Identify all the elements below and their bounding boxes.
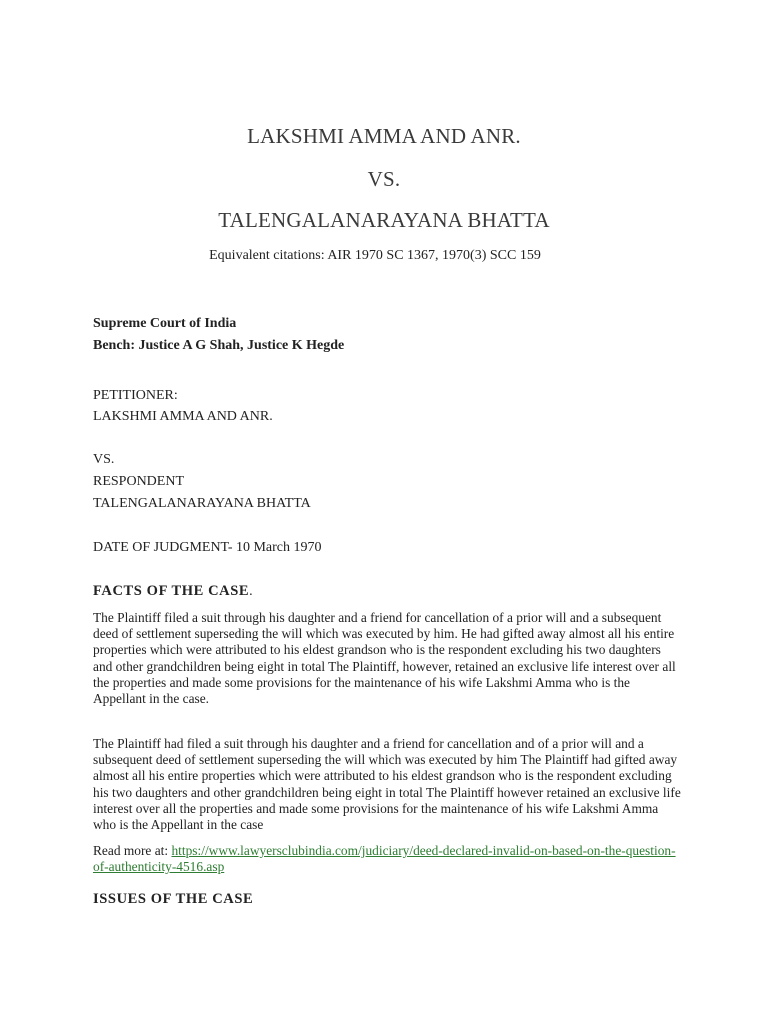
respondent-label: RESPONDENT	[93, 474, 185, 489]
issues-heading-wrap	[93, 891, 253, 908]
read-more-label: Read more at:	[93, 843, 172, 858]
facts-heading: FACTS OF THE CASE	[93, 583, 250, 599]
bench: Bench: Justice A G Shah, Justice K Hegde	[93, 338, 345, 353]
read-more-link[interactable]: https://www.lawyersclubindia.com/judiciary/deed-declared-invalid-on-based-on-the-question-of-authenticity-4516.asp	[93, 843, 676, 875]
issues-heading: ISSUES OF THE CASE	[93, 891, 254, 907]
date-of-judgment: DATE OF JUDGMENT- 10 March 1970	[93, 540, 322, 555]
equivalent-citations: Equivalent citations: AIR 1970 SC 1367, 1970(3) SCC 159	[209, 248, 541, 263]
facts-heading-period: .	[249, 584, 253, 599]
case-title-vs: VS.	[367, 167, 401, 191]
court-name: Supreme Court of India	[93, 316, 237, 331]
petitioner-label: PETITIONER:	[93, 388, 178, 403]
facts-paragraph-1: The Plaintiff filed a suit through his daughter and a friend for cancellation of a prior will and a subsequent deed of settlement superseding the will which was executed by him. He had gifted away almost all his entire properties which were attributed to his eldest grandson who is the respondent excluding his two daughters and other grandchildren being eight in total The Plaintiff, however, retained an exclusive life interest over all the properties and made some provisions for the maintenance of his wife Lakshmi Amma who is the Appellant in the case.	[93, 610, 676, 707]
facts-paragraph-2: The Plaintiff had filed a suit through his daughter and a friend for cancellation and of a prior will and a subsequent deed of settlement superseding the will which was executed by him The Plaintiff had gifted away almost all his entire properties which were attributed to his eldest grandson who is the respondent excluding his two daughters and other grandchildren being eight in total The Plaintiff however retained an exclusive life interest over all the properties and made some provisions for the maintenance of his wife Lakshmi Amma who is the Appellant in the case	[93, 736, 681, 833]
petitioner-name: LAKSHMI AMMA AND ANR.	[93, 409, 273, 424]
vs-label: VS.	[93, 452, 115, 467]
respondent-name: TALENGALANARAYANA BHATTA	[93, 496, 311, 511]
read-more	[93, 843, 683, 875]
case-title-respondent: TALENGALANARAYANA BHATTA	[218, 208, 550, 232]
case-title-petitioner: LAKSHMI AMMA AND ANR.	[247, 124, 521, 148]
facts-heading-wrap	[93, 583, 253, 600]
